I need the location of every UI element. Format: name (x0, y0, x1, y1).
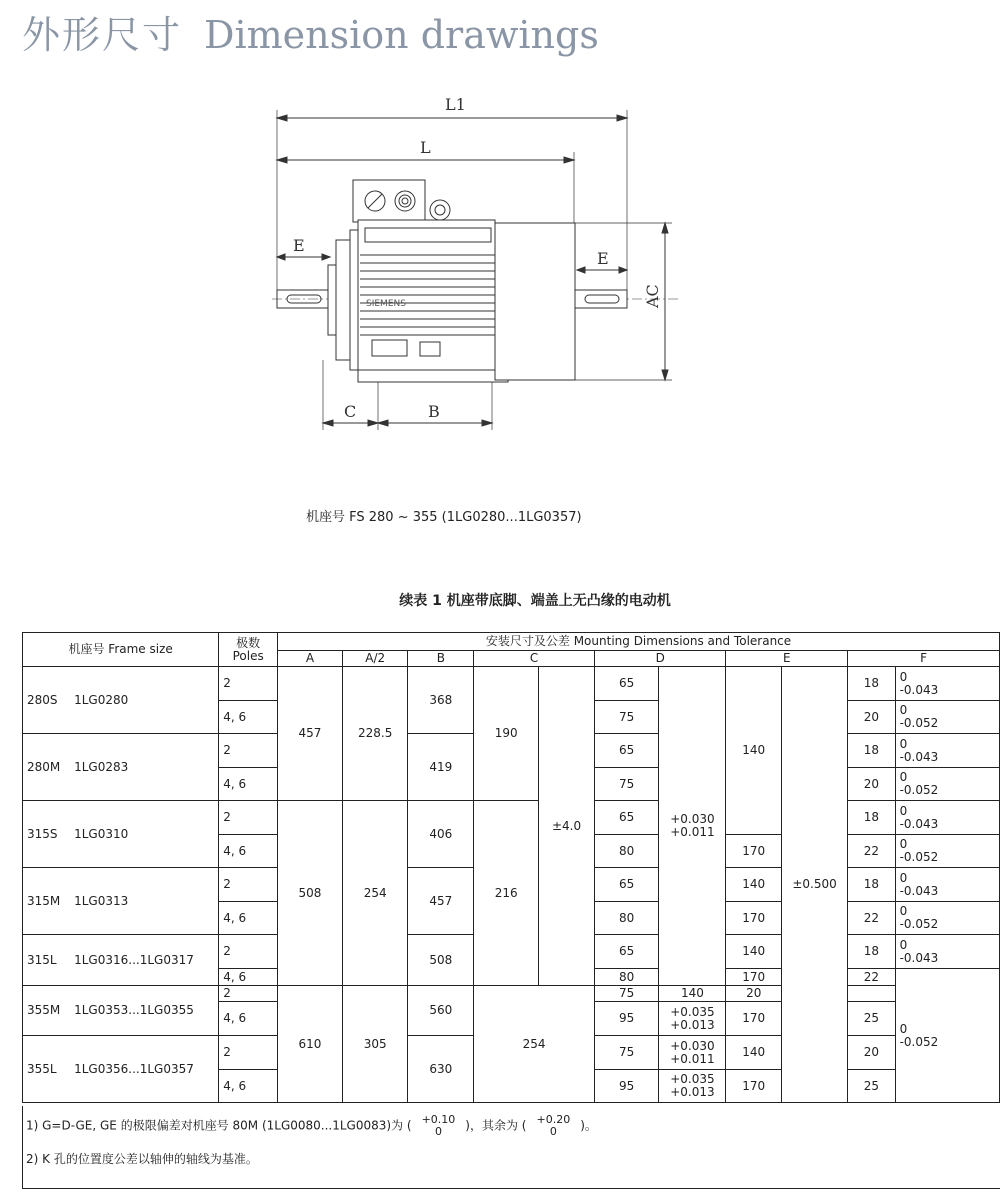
poles: 4, 6 (219, 768, 278, 801)
cell-A: 508 (278, 801, 343, 986)
cell-F-tol-shared (895, 969, 999, 1103)
f-tol-value: -0.043 (899, 816, 939, 831)
f-tol-zero: 0 (899, 1021, 908, 1036)
page-title (22, 4, 599, 59)
cell-E: 140 (726, 935, 781, 969)
cell-D: 65 (594, 935, 658, 969)
cell-E: 140 (726, 1036, 781, 1070)
label-C: C (344, 402, 357, 421)
cell-F-tol (895, 768, 999, 801)
cell-F-tol (895, 801, 999, 835)
note-1-suffix: )。 (580, 1118, 597, 1133)
cell-E: 170 (726, 1002, 781, 1036)
frame-size: 315S (23, 801, 71, 868)
label-E-left: E (293, 236, 305, 255)
cell-E: 170 (726, 1070, 781, 1103)
label-AC: AC (643, 284, 662, 308)
cell-C: 254 (474, 986, 595, 1103)
cell-F-tol (895, 935, 999, 969)
f-tol-value: -0.052 (899, 716, 939, 730)
label-L1: L1 (445, 95, 466, 114)
note-1-prefix: 1) G=D-GE, GE 的极限偏差对机座号 80M (1LG0080...1LG0083)为 ( (26, 1118, 412, 1133)
header-C: C (474, 651, 595, 667)
cell-C-tol: ±4.0 (539, 667, 595, 986)
f-tol-zero: 0 (899, 669, 908, 684)
f-tol-value: -0.052 (899, 850, 939, 864)
cell-F-tol (895, 835, 999, 868)
f-tol-value: -0.052 (899, 1034, 939, 1049)
cell-E: 170 (726, 902, 781, 935)
d-tol-hi: +0.035 (670, 1004, 715, 1019)
f-tol-zero: 0 (899, 837, 908, 851)
cell-F: 22 (848, 902, 895, 935)
cell-B: 560 (408, 986, 474, 1036)
table-title: 续表 1 机座带底脚、端盖上无凸缘的电动机 (399, 593, 671, 609)
f-tol-zero: 0 (899, 904, 908, 918)
cell-E: 140 (726, 667, 781, 835)
cell-A2: 305 (342, 986, 408, 1103)
poles: 2 (219, 734, 278, 768)
f-tol-value: -0.043 (899, 682, 939, 697)
header-poles-zh: 极数 (236, 635, 261, 650)
poles: 2 (219, 935, 278, 969)
label-B: B (428, 402, 440, 421)
header-frame-size: 机座号 Frame size (23, 633, 219, 667)
f-tol-value: -0.052 (899, 917, 939, 931)
f-tol-zero: 0 (899, 937, 908, 952)
cell-D: 65 (594, 801, 658, 835)
cell-E-tol: ±0.500 (781, 667, 847, 1103)
poles: 2 (219, 1036, 278, 1070)
header-F: F (848, 651, 1000, 667)
f-tol-zero: 0 (899, 870, 908, 885)
header-B: B (408, 651, 474, 667)
frame-size: 315L (23, 935, 71, 986)
label-E-right: E (597, 249, 609, 268)
cell-F-tol (895, 902, 999, 935)
cell-D: 65 (594, 734, 658, 768)
header-D: D (594, 651, 726, 667)
cell-E: 170 (726, 969, 781, 986)
cell-B: 368 (408, 667, 474, 734)
cell-E: 170 (726, 835, 781, 868)
poles: 2 (219, 801, 278, 835)
frac2-top: +0.20 (536, 1113, 571, 1126)
cell-F: 20 (848, 1036, 895, 1070)
cell-A2: 254 (342, 801, 408, 986)
cell-F: 18 (848, 734, 895, 768)
poles: 4, 6 (219, 835, 278, 868)
cell-B: 508 (408, 935, 474, 986)
frame-caption: 机座号 FS 280 ~ 355 (1LG0280...1LG0357) (306, 510, 582, 525)
d-tol-lo: +0.013 (670, 1085, 715, 1099)
cell-A: 610 (278, 986, 343, 1103)
poles: 2 (219, 986, 278, 1002)
cell-E: 140 (726, 868, 781, 902)
cell-D-tol (659, 1036, 726, 1070)
cell-D: 65 (594, 667, 658, 701)
d-tol-hi: +0.030 (670, 1038, 715, 1053)
cell-F: 18 (848, 667, 895, 701)
frac2-bottom: 0 (549, 1125, 557, 1138)
poles: 4, 6 (219, 701, 278, 734)
frame-type: 1LG0280 (70, 667, 219, 734)
cell-F: 18 (848, 935, 895, 969)
poles: 4, 6 (219, 1002, 278, 1036)
tolerance-fraction-2 (536, 1114, 570, 1138)
poles: 2 (219, 868, 278, 902)
f-tol-zero: 0 (899, 703, 908, 717)
cell-F: 18 (848, 801, 895, 835)
frame-size: 315M (23, 868, 71, 935)
header-A2: A/2 (342, 651, 408, 667)
cell-D: 75 (594, 768, 658, 801)
cell-C: 216 (474, 801, 539, 986)
cell-A2: 228.5 (342, 667, 408, 801)
frame-type: 1LG0356...1LG0357 (70, 1036, 219, 1103)
header-poles (219, 633, 278, 667)
cell-D: 95 (594, 1002, 658, 1036)
frac1-bottom: 0 (434, 1125, 442, 1138)
header-E: E (726, 651, 848, 667)
cell-B: 630 (408, 1036, 474, 1103)
cell-F: 20 (848, 768, 895, 801)
cell-B: 457 (408, 868, 474, 935)
cell-D: 65 (594, 868, 658, 902)
table-row (23, 667, 1000, 701)
f-tol-value: -0.052 (899, 783, 939, 797)
poles: 4, 6 (219, 1070, 278, 1103)
cell-D-tol (659, 1002, 726, 1036)
table-row (23, 801, 1000, 835)
note-1 (26, 1114, 597, 1138)
cell-F: 20 (726, 986, 781, 1002)
cell-A: 457 (278, 667, 343, 801)
frame-size: 355L (23, 1036, 71, 1103)
f-tol-zero: 0 (899, 803, 908, 818)
table-row (23, 986, 1000, 1002)
cell-F: 18 (848, 868, 895, 902)
cell-D: 80 (594, 835, 658, 868)
tolerance-fraction-1 (422, 1114, 456, 1138)
frame-size: 280S (23, 667, 71, 734)
cell-F: 25 (848, 1070, 895, 1103)
f-tol-zero: 0 (899, 736, 908, 751)
note-1-middle: )，其余为 ( (465, 1118, 527, 1133)
cell-F: 22 (848, 835, 895, 868)
cell-D: 80 (594, 902, 658, 935)
cell-D-tol (659, 1070, 726, 1103)
cell-D: 75 (594, 701, 658, 734)
frac1-top: +0.10 (421, 1113, 456, 1126)
motor-dimension-drawing (260, 80, 680, 440)
frame-type: 1LG0316...1LG0317 (70, 935, 219, 986)
label-L: L (420, 138, 431, 157)
f-tol-zero: 0 (899, 770, 908, 784)
cell-F: 22 (848, 969, 895, 986)
cell-D: 75 (594, 1036, 658, 1070)
cell-F-tol (895, 734, 999, 768)
cell-B: 406 (408, 801, 474, 868)
d-tol-lo: +0.011 (670, 1051, 715, 1066)
d-tol-lo: +0.013 (670, 1017, 715, 1032)
header-poles-en: Poles (232, 648, 264, 663)
page-title-zh: 外形尺寸 (22, 13, 183, 57)
cell-D: 80 (594, 969, 658, 986)
d-tol-hi: +0.030 (670, 812, 715, 826)
cell-F-tol (895, 701, 999, 734)
cell-D: 95 (594, 1070, 658, 1103)
cell-F: 25 (848, 1002, 895, 1036)
f-tol-value: -0.043 (899, 950, 939, 965)
frame-type: 1LG0313 (70, 868, 219, 935)
poles: 4, 6 (219, 969, 278, 986)
f-tol-value: -0.043 (899, 749, 939, 764)
mounting-dimensions-table (22, 632, 1000, 1103)
cell-E: 140 (659, 986, 726, 1002)
frame-type: 1LG0283 (70, 734, 219, 801)
page-title-en: Dimension drawings (204, 13, 599, 57)
frame-type: 1LG0353...1LG0355 (70, 986, 219, 1036)
brand-label: SIEMENS (366, 299, 406, 309)
header-mounting: 安装尺寸及公差 Mounting Dimensions and Tolerance (278, 633, 1000, 651)
d-tol-hi: +0.035 (670, 1072, 715, 1086)
cell-B: 419 (408, 734, 474, 801)
poles: 2 (219, 667, 278, 701)
cell-C: 190 (474, 667, 539, 801)
d-tol-lo: +0.011 (670, 825, 715, 839)
header-A: A (278, 651, 343, 667)
cell-F-tol (895, 667, 999, 701)
frame-size: 280M (23, 734, 71, 801)
cell-D: 75 (594, 986, 658, 1002)
f-tol-value: -0.043 (899, 883, 939, 898)
cell-F-tol (895, 868, 999, 902)
frame-size: 355M (23, 986, 71, 1036)
frame-type: 1LG0310 (70, 801, 219, 868)
poles: 4, 6 (219, 902, 278, 935)
cell-F: 20 (848, 701, 895, 734)
cell-D-tol (659, 667, 726, 986)
note-2: 2) K 孔的位置度公差以轴伸的轴线为基准。 (26, 1152, 258, 1166)
